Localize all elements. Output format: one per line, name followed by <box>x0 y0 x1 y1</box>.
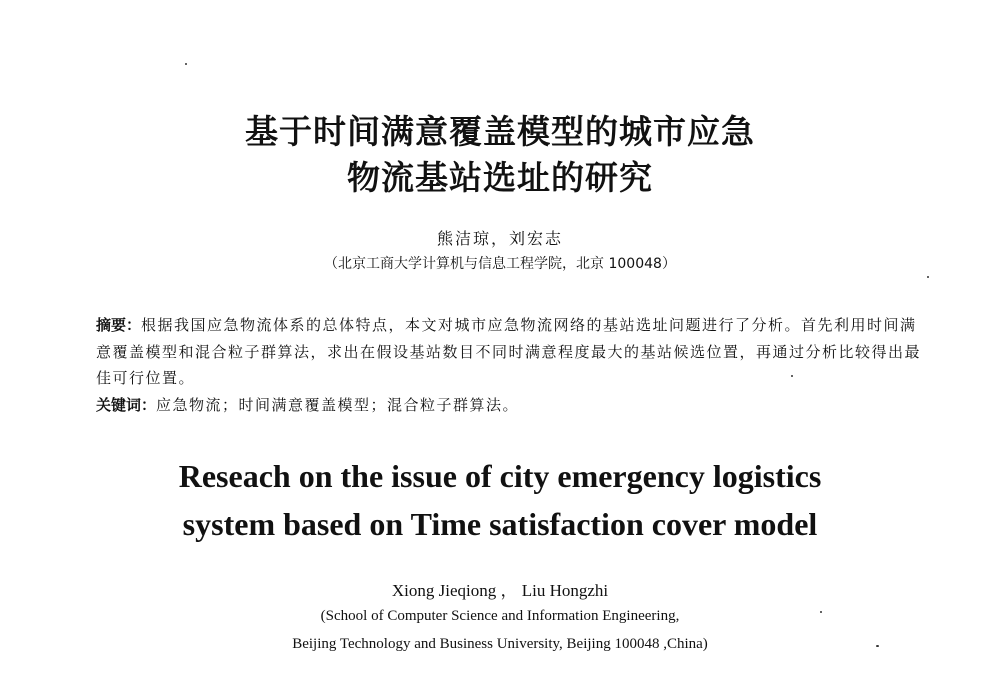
english-affiliation-line-2: Beijing Technology and Business University, Beijing 100048 ,China) <box>292 636 708 652</box>
scan-speck <box>820 611 822 613</box>
keywords-paragraph <box>96 392 922 419</box>
abstract-text: 根据我国应急物流体系的总体特点，本文对城市应急物流网络的基站选址问题进行了分析。首先利用时间满意覆盖模型和混合粒子群算法，求出在假设基站数目不同时满意程度最大的基站候选位置，再通过分析比较得出最佳可行位置。 <box>96 316 922 387</box>
scan-speck <box>927 276 929 278</box>
keywords-text: 应急物流；时间满意覆盖模型；混合粒子群算法。 <box>156 395 520 414</box>
scan-speck <box>185 63 187 65</box>
english-authors: Xiong Jieqiong ， Liu Hongzhi <box>391 581 609 600</box>
english-affiliation <box>0 602 1000 658</box>
english-title-line-2: system based on Time satisfaction cover model <box>182 506 818 542</box>
abstract-label: 摘要： <box>96 316 142 334</box>
chinese-authors: 熊洁琼，刘宏志 <box>436 229 563 248</box>
chinese-affiliation: （北京工商大学计算机与信息工程学院，北京 100048） <box>324 256 676 272</box>
chinese-title-line-2: 物流基站选址的研究 <box>347 158 653 197</box>
english-title-line-1: Reseach on the issue of city emergency logistics <box>178 458 822 494</box>
chinese-title-line-1: 基于时间满意覆盖模型的城市应急 <box>245 112 755 151</box>
english-affiliation-line-1: (School of Computer Science and Information Engineering, <box>320 608 680 624</box>
abstract-block <box>96 312 922 418</box>
english-title <box>0 452 1000 548</box>
scan-speck <box>791 375 793 377</box>
keywords-label: 关键词： <box>96 395 157 414</box>
abstract-paragraph <box>96 312 922 392</box>
scan-speck <box>876 645 879 647</box>
